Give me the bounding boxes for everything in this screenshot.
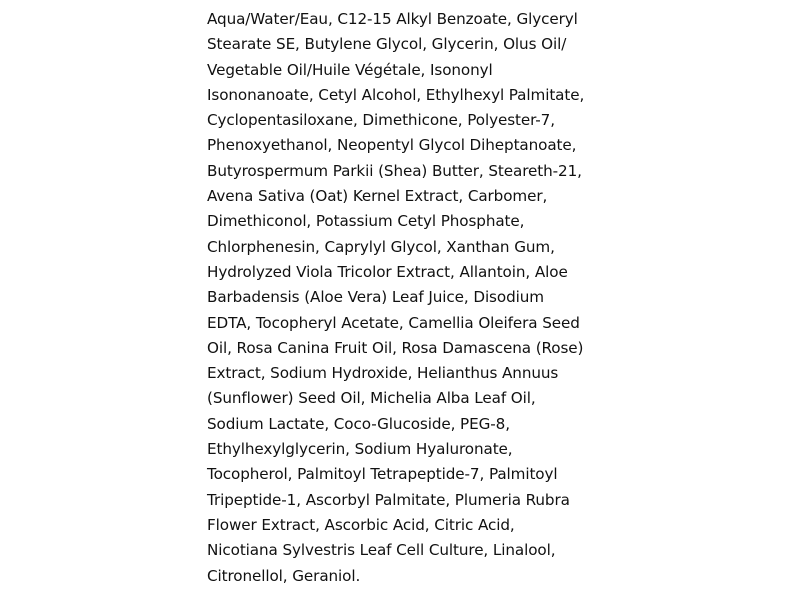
ingredients-line: Isononanoate, Cetyl Alcohol, Ethylhexyl Palmitate, — [207, 85, 585, 104]
ingredients-line: (Sunflower) Seed Oil, Michelia Alba Leaf Oil, — [207, 389, 536, 408]
ingredients-line: Stearate SE, Butylene Glycol, Glycerin, Olus Oil/ — [207, 35, 567, 54]
ingredients-line: Chlorphenesin, Caprylyl Glycol, Xanthan Gum, — [207, 237, 555, 256]
ingredients-line: Phenoxyethanol, Neopentyl Glycol Diheptanoate, — [207, 136, 577, 155]
ingredients-line: Citronellol, Geraniol. — [207, 566, 361, 585]
ingredients-line: Hydrolyzed Viola Tricolor Extract, Allantoin, Aloe — [207, 262, 568, 281]
ingredients-line: Tripeptide-1, Ascorbyl Palmitate, Plumeria Rubra — [207, 490, 570, 509]
ingredients-line: Cyclopentasiloxane, Dimethicone, Polyester-7, — [207, 111, 555, 130]
ingredients-line: Sodium Lactate, Coco-Glucoside, PEG-8, — [207, 414, 510, 433]
ingredients-line: Avena Sativa (Oat) Kernel Extract, Carbomer, — [207, 187, 548, 206]
ingredients-line: Barbadensis (Aloe Vera) Leaf Juice, Disodium — [207, 288, 544, 307]
ingredients-line: Extract, Sodium Hydroxide, Helianthus Annuus — [207, 364, 559, 383]
ingredients-line: Tocopherol, Palmitoyl Tetrapeptide-7, Palmitoyl — [207, 465, 558, 484]
ingredients-line: Ethylhexylglycerin, Sodium Hyaluronate, — [207, 440, 513, 459]
ingredients-line: Aqua/Water/Eau, C12-15 Alkyl Benzoate, Glyceryl — [207, 10, 578, 28]
ingredients-line: Nicotiana Sylvestris Leaf Cell Culture, Linalool, — [207, 541, 556, 560]
ingredients-line: Butyrospermum Parkii (Shea) Butter, Steareth-21, — [207, 161, 582, 180]
ingredients-line: Oil, Rosa Canina Fruit Oil, Rosa Damascena (Rose) — [207, 338, 584, 357]
ingredients-line: Vegetable Oil/Huile Végétale, Isononyl — [207, 60, 493, 79]
ingredients-line: Dimethiconol, Potassium Cetyl Phosphate, — [207, 212, 525, 231]
ingredients-list — [207, 7, 607, 589]
ingredients-line: EDTA, Tocopheryl Acetate, Camellia Oleifera Seed — [207, 313, 580, 332]
ingredients-line: Flower Extract, Ascorbic Acid, Citric Acid, — [207, 515, 515, 534]
